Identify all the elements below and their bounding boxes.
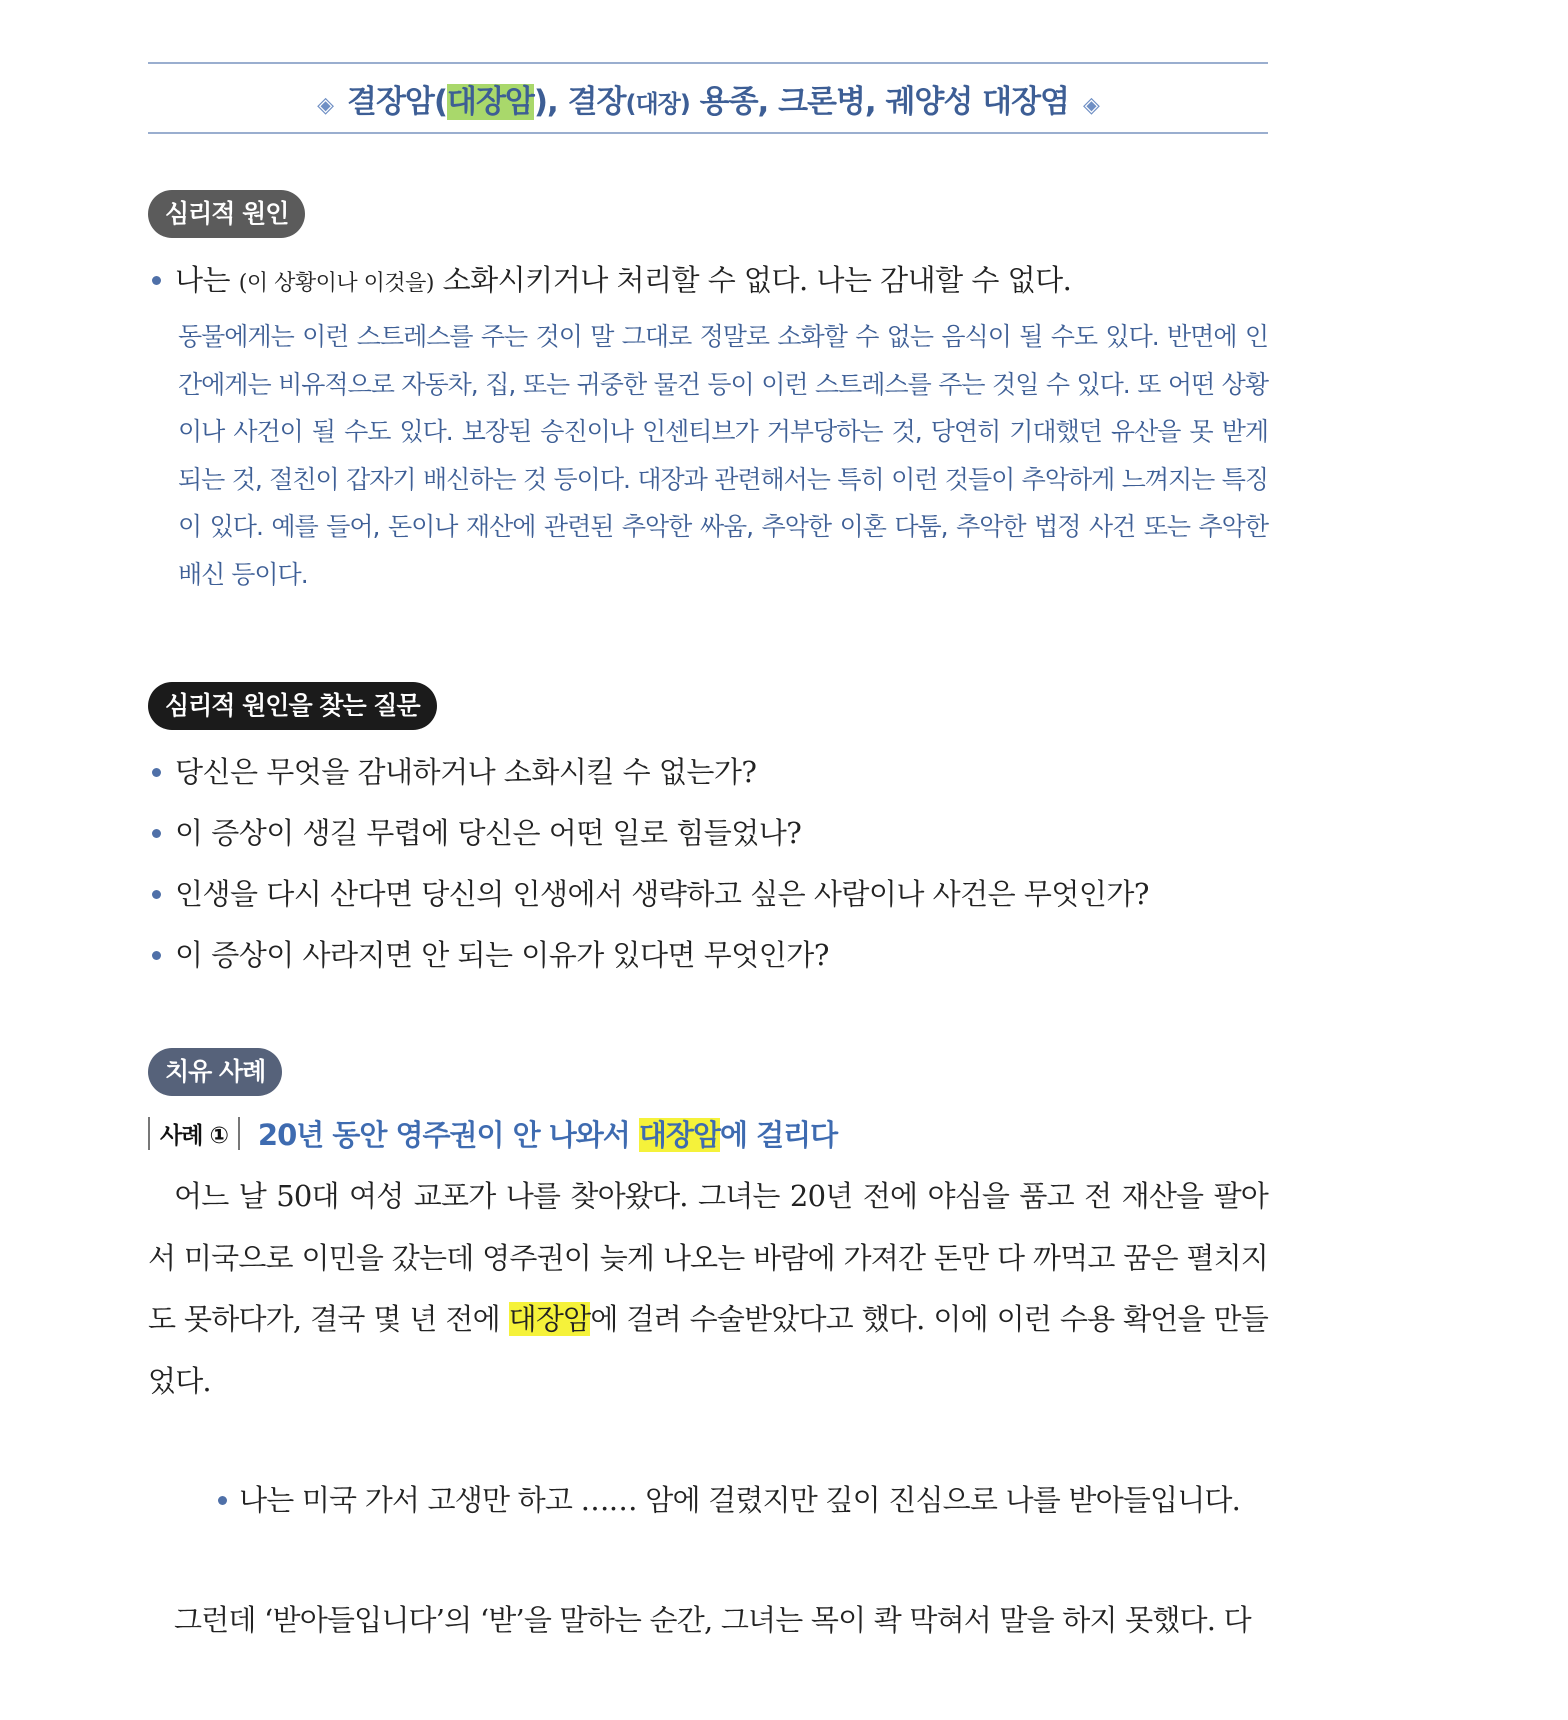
highlight-term: 대장암 bbox=[447, 83, 534, 120]
case-heading bbox=[148, 1110, 837, 1156]
question-item: 이 증상이 생길 무렵에 당신은 어떤 일로 힘들었나? bbox=[148, 811, 801, 852]
section-tag-psychological-cause: 심리적 원인 bbox=[148, 190, 305, 238]
bullet-dot-icon bbox=[218, 1496, 227, 1505]
section-tag-questions: 심리적 원인을 찾는 질문 bbox=[148, 682, 437, 730]
highlight-term: 대장암 bbox=[508, 1302, 591, 1336]
affirmation-item: 나는 미국 가서 고생만 하고 …… 암에 걸렸지만 깊이 진심으로 나를 받아들입니다. bbox=[218, 1478, 1240, 1519]
case-title: 20년 동안 영주권이 안 나와서 대장암에 걸리다 bbox=[257, 1117, 838, 1152]
case-continuation-paragraph: 그런데 ‘받아들입니다’의 ‘받’을 말하는 순간, 그녀는 목이 콱 막혀서 말을 하지 못했다. 다 bbox=[174, 1603, 1251, 1637]
bullet-dot-icon bbox=[152, 951, 161, 960]
case-label: 사례 ① bbox=[148, 1117, 240, 1150]
question-item: 당신은 무엇을 감내하거나 소화시킬 수 없는가? bbox=[148, 750, 756, 791]
chapter-title: ◈ 결장암(대장암), 결장(대장) 용종, 크론병, 궤양성 대장염 ◈ bbox=[317, 83, 1099, 120]
section-tag-healing-case: 치유 사례 bbox=[148, 1048, 282, 1096]
question-item: 인생을 다시 산다면 당신의 인생에서 생략하고 싶은 사람이나 사건은 무엇인가? bbox=[148, 872, 1149, 913]
case-body-paragraph: 어느 날 50대 여성 교포가 나를 찾아왔다. 그녀는 20년 전에 야심을 품고 전 재산을 팔아서 미국으로 이민을 갔는데 영주권이 늦게 나오는 바람에 가져간 돈만 다 까먹고 꿈은 펼치지도 못하다가, 결국 몇 년 전에 대장암에 걸려 수술받았다고 했다. 이에 이런 수용 확언을 만들었다. bbox=[148, 1179, 1268, 1398]
cause-statement: 나는 (이 상황이나 이것을) 소화시키거나 처리할 수 없다. 나는 감내할 수 없다. bbox=[148, 258, 1071, 299]
bullet-dot-icon bbox=[152, 768, 161, 777]
cause-explanation: 동물에게는 이런 스트레스를 주는 것이 말 그대로 정말로 소화할 수 없는 음식이 될 수도 있다. 반면에 인간에게는 비유적으로 자동차, 집, 또는 귀중한 물건 등이 이런 스트레스를 주는 것일 수 있다. 또 어떤 상황이나 사건이 될 수도 있다. 보장된 승진이나 인센티브가 거부당하는 것, 당연히 기대했던 유산을 못 받게 되는 것, 절친이 갑자기 배신하는 것 등이다. 대장과 관련해서는 특히 이런 것들이 추악하게 느껴지는 특징이 있다. 예를 들어, 돈이나 재산에 관련된 추악한 싸움, 추악한 이혼 다툼, 추악한 법정 사건 또는 추악한 배신 등이다. bbox=[178, 322, 1268, 589]
question-item: 이 증상이 사라지면 안 되는 이유가 있다면 무엇인가? bbox=[148, 933, 829, 974]
bullet-dot-icon bbox=[152, 890, 161, 899]
diamond-icon: ◈ bbox=[1082, 92, 1099, 118]
chapter-title-bar bbox=[148, 62, 1268, 134]
bullet-dot-icon bbox=[152, 829, 161, 838]
diamond-icon: ◈ bbox=[317, 92, 334, 118]
bullet-dot-icon bbox=[152, 276, 161, 285]
highlight-term: 대장암 bbox=[638, 1117, 720, 1152]
